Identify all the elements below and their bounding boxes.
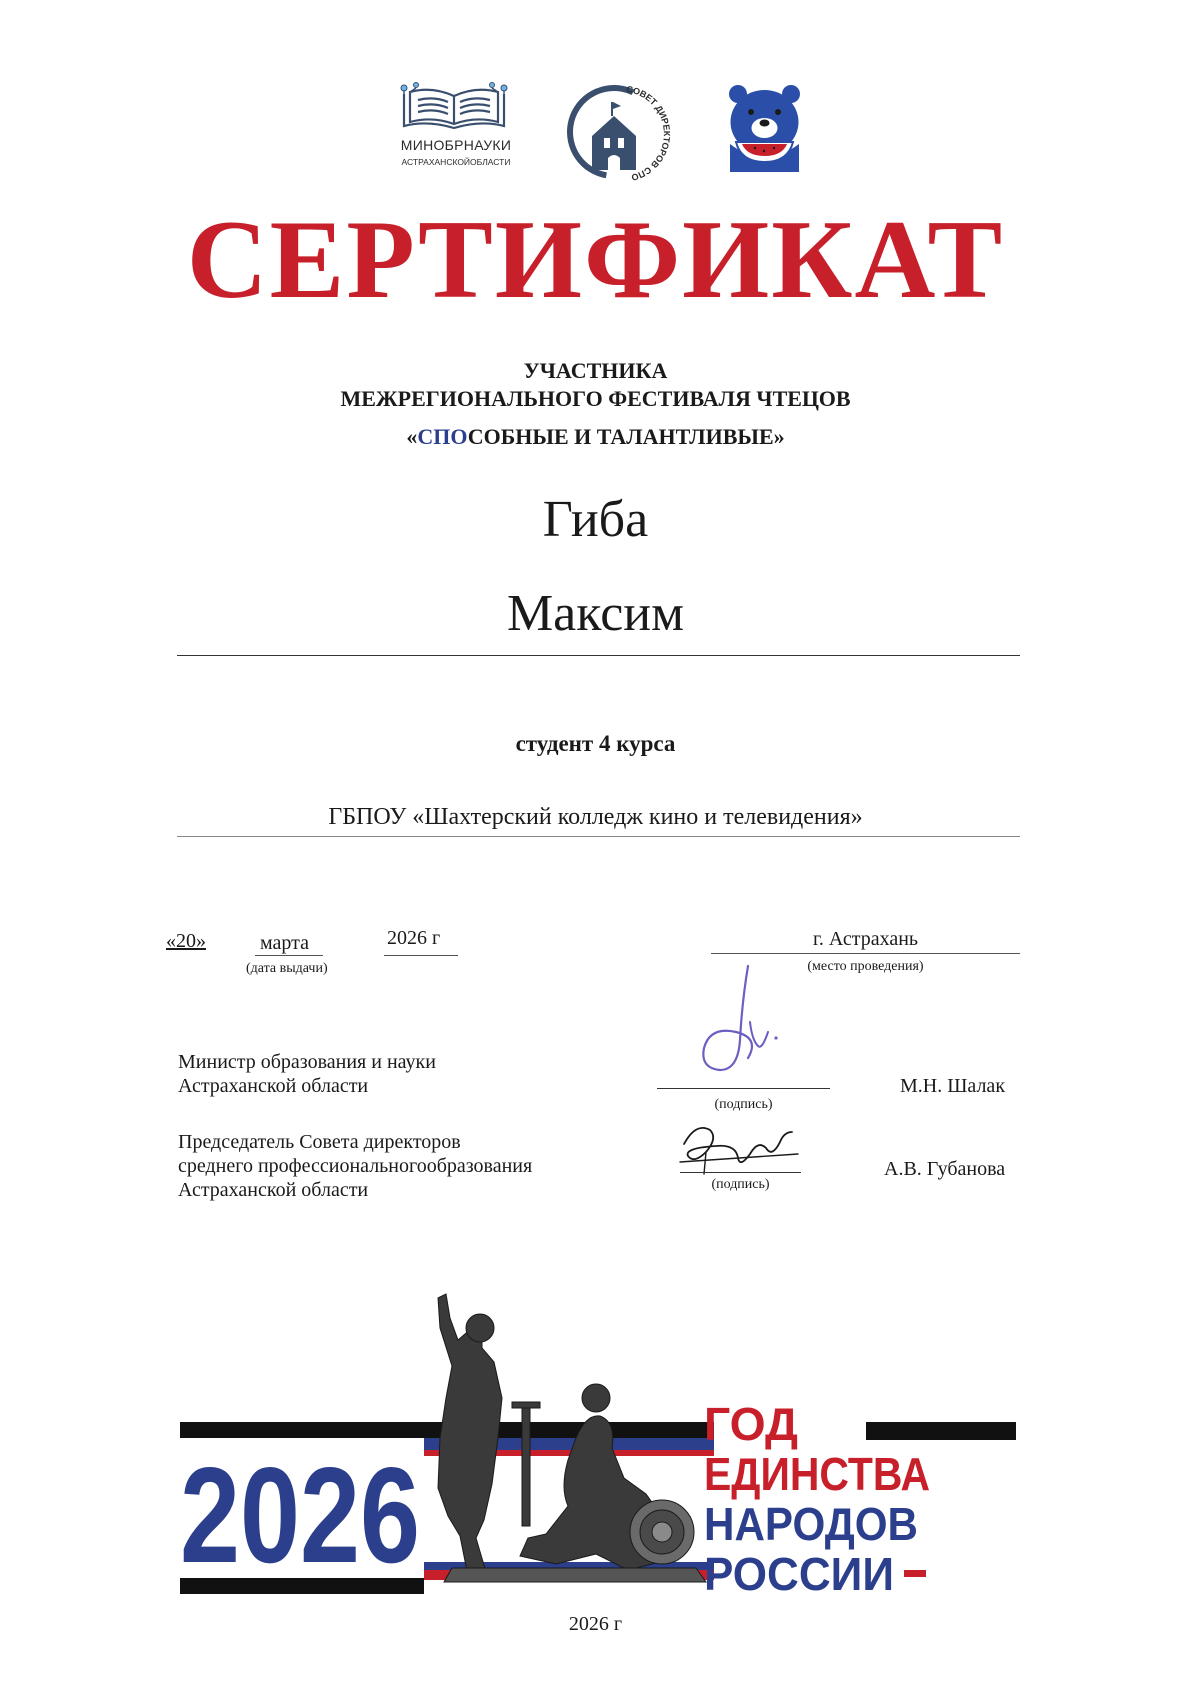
signer2-position-line1: Председатель Совета директоров [178,1131,461,1153]
signer1-position [178,1050,436,1098]
banner-year: 2026 [180,1439,420,1591]
banner-line-peoples: НАРОДОВ [704,1498,918,1550]
footer-year: 2026 г [568,1613,623,1635]
unity-year-banner [176,1288,1026,1608]
issue-day: «20» [166,930,206,952]
signature1-image [690,962,800,1087]
signer2-position-line2: среднего профессиональногообразования [178,1155,533,1177]
signature1-caption: (подпись) [714,1097,773,1112]
certificate-title: СЕРТИФИКАТ [186,198,1005,322]
council-logo-text: СОВЕТ ДИРЕКТОРОВ СПО [625,83,672,183]
year-underline [384,955,458,956]
festival-open-quote: « [406,424,418,449]
signer1-position-line2: Астраханской области [178,1075,369,1097]
ministry-logo [392,82,517,182]
banner-line-unity: ЕДИНСТВА [704,1448,930,1500]
signature2-image [676,1118,806,1178]
bear-mascot-icon [722,82,807,172]
council-logo [564,78,672,186]
issue-year: 2026 г [387,927,441,949]
festival-name-rest: СОБНЫЕ И ТАЛАНТЛИВЫЕ» [467,424,785,449]
institution-underline [177,836,1020,837]
banner-line-russia: РОССИИ [704,1548,894,1600]
signature1-line [657,1088,830,1089]
recipient-institution: ГБПОУ «Шахтерский колледж кино и телевидения» [328,804,863,830]
city-underline [711,953,1020,954]
festival-highlight: СПО [417,424,468,449]
recipient-first-name: Максим [506,585,685,642]
name-underline [177,655,1020,656]
issue-city: г. Астрахань [812,928,919,950]
certificate-subtitle-festival: МЕЖРЕГИОНАЛЬНОГО ФЕСТИВАЛЯ ЧТЕЦОВ [340,386,851,411]
issue-city-caption: (место проведения) [807,959,924,974]
signer2-position [178,1130,532,1202]
banner-line-god: ГОД [704,1398,798,1450]
festival-name [0,423,1191,451]
ministry-name: МИНОБРНАУКИ [400,137,512,153]
book-icon [392,82,517,137]
bear-logo [722,82,807,172]
signer2-name: А.В. Губанова [884,1158,1006,1180]
ministry-region: АСТРАХАНСКОЙОБЛАСТИ [401,157,511,167]
issue-date-caption: (дата выдачи) [246,961,328,976]
fortress-tower-icon [564,78,672,186]
month-underline [255,955,323,956]
signer2-position-line3: Астраханской области [178,1179,369,1201]
recipient-surname: Гиба [542,491,649,548]
signer1-name: М.Н. Шалак [900,1075,1006,1097]
signer1-position-line1: Министр образования и науки [178,1051,436,1073]
recipient-status: студент 4 курса [515,731,676,756]
signature2-caption: (подпись) [711,1177,770,1192]
issue-month: марта [260,932,309,954]
signature2-line [680,1172,801,1173]
certificate-subtitle-participant: УЧАСТНИКА [523,358,668,383]
